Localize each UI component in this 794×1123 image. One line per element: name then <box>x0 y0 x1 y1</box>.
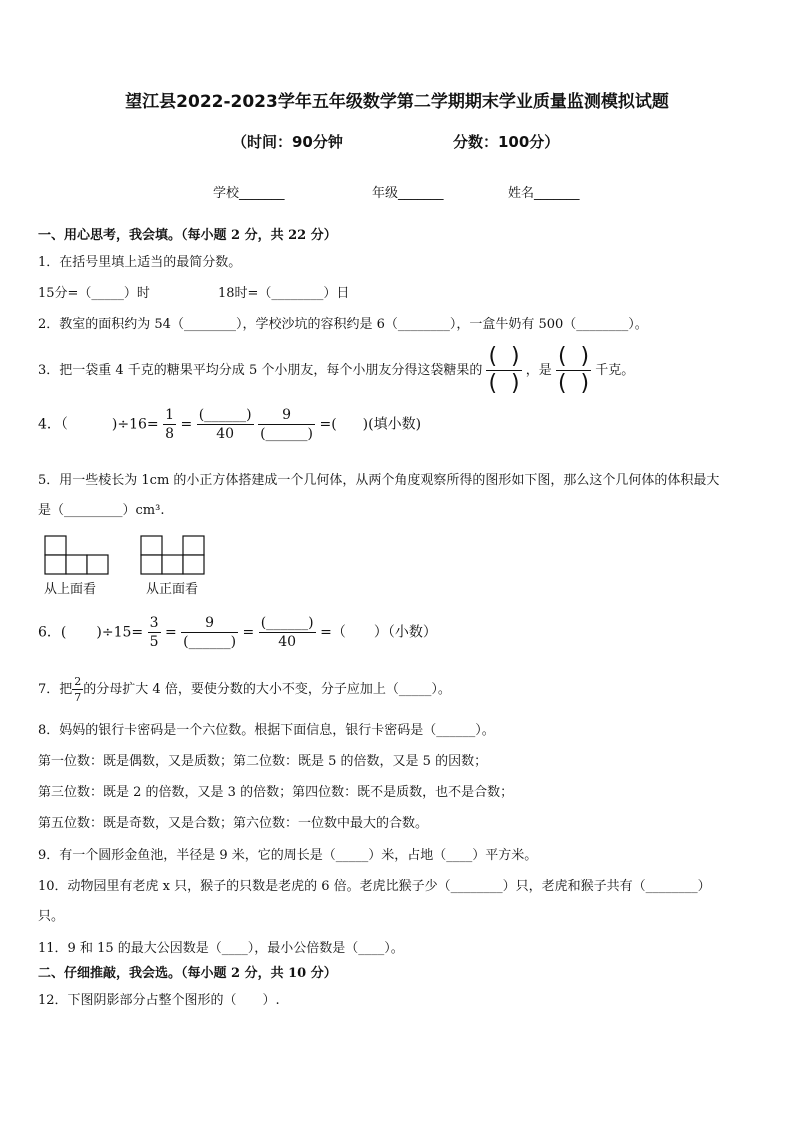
q4-post: )(填小数) <box>362 416 422 433</box>
q6-equals-1: = <box>164 624 177 641</box>
q4-part-1: )÷16= <box>111 416 159 433</box>
q6-part-1: )÷15= <box>96 624 144 641</box>
q4-equals: = <box>180 416 193 433</box>
q3-fraction-2: $\frac{( )}{( )}$ <box>557 344 590 396</box>
top-view-figure <box>44 535 112 577</box>
section-2-heading: 二、仔细推敲，我会选。（每小题 2 分，共 10 分） <box>38 966 337 981</box>
grade-field: 年级_______ <box>372 186 444 201</box>
exam-score: 分数：100分） <box>453 133 560 151</box>
q1-part-b: 18时=（________）日 <box>218 286 350 301</box>
q3-pre: 3．把一袋重 4 千克的糖果平均分成 5 个小朋友，每个小朋友分得这袋糖果的 <box>38 363 483 378</box>
q7-fraction: $\frac{2}{7}$ <box>74 675 82 704</box>
q1-text: 1．在括号里填上适当的最简分数。 <box>38 255 242 270</box>
front-view-figure <box>140 535 208 577</box>
q3-fraction-1: $\frac{( )}{( )}$ <box>488 344 520 396</box>
name-field: 姓名_______ <box>508 186 580 201</box>
q3-line <box>38 346 634 395</box>
q4-line <box>38 408 421 441</box>
q8-clue-1: 第一位数：既是偶数，又是质数；第二位数：既是 5 的倍数，又是 5 的因数； <box>38 754 488 769</box>
q6-fraction-3: $\frac{(\_\_\_\_\_\_)}{40}$ <box>260 615 314 650</box>
exam-time: （时间：90分钟 <box>232 133 343 151</box>
q4-fraction-1: $\frac{1}{8}$ <box>165 407 175 442</box>
q4-fraction-3: $\frac{9}{(\_\_\_\_\_\_)}$ <box>260 407 314 442</box>
q3-mid: ，是 <box>525 363 552 378</box>
q11-text: 11．9 和 15 的最大公因数是（____），最小公倍数是（____）。 <box>38 941 404 956</box>
q12-text: 12．下图阴影部分占整个图形的（ ）. <box>38 993 280 1008</box>
q7-pre: 7．把 <box>38 682 73 697</box>
q7-line <box>38 676 451 703</box>
school-field: 学校_______ <box>213 186 285 201</box>
q6-pre: 6．( <box>38 624 67 641</box>
q4-fraction-2: $\frac{(\_\_\_\_\_\_)}{40}$ <box>198 407 252 442</box>
q5-line-1: 5．用一些棱长为 1cm 的小正方体搭建成一个几何体，从两个角度观察所得的图形如下图，那么这个几何体的体积最大 <box>38 473 720 488</box>
section-1-heading: 一、用心思考，我会填。（每小题 2 分，共 22 分） <box>38 228 337 243</box>
q8-clue-2: 第三位数：既是 2 的倍数，又是 3 的倍数；第四位数：既不是质数，也不是合数； <box>38 785 514 800</box>
q4-pre: 4．（ <box>38 416 68 433</box>
q8-clue-3: 第五位数：既是奇数，又是合数；第六位数：一位数中最大的合数。 <box>38 816 429 831</box>
q6-post: =（ ）（小数） <box>320 624 437 641</box>
q1-part-a: 15分=（_____）时 <box>38 286 150 301</box>
q2-text: 2．教室的面积约为 54（________），学校沙坑的容积约是 6（________），一盒牛奶有 500（________）。 <box>38 317 648 332</box>
q7-post: 的分母扩大 4 倍，要使分数的大小不变，分子应加上（_____）。 <box>83 682 451 697</box>
front-view-label: 从正面看 <box>146 582 199 597</box>
q10-line-1: 10．动物园里有老虎 x 只，猴子的只数是老虎的 6 倍。老虎比猴子少（________）只，老虎和猴子共有（________） <box>38 879 711 894</box>
q9-text: 9．有一个圆形金鱼池，半径是 9 米，它的周长是（_____）米，占地（____）平方米。 <box>38 848 538 863</box>
exam-title: 望江县2022-2023学年五年级数学第二学期期末学业质量监测模拟试题 <box>125 92 669 112</box>
q3-post: 千克。 <box>595 363 635 378</box>
q4-part-2: =( <box>319 416 337 433</box>
q6-equals-2: = <box>242 624 255 641</box>
q10-line-2: 只。 <box>38 909 65 924</box>
top-view-label: 从上面看 <box>44 582 97 597</box>
q5-line-2: 是（_________）cm³. <box>38 503 165 518</box>
q6-line <box>38 616 437 649</box>
q8-text: 8．妈妈的银行卡密码是一个六位数。根据下面信息，银行卡密码是（______）。 <box>38 723 495 738</box>
q6-fraction-2: $\frac{9}{(\_\_\_\_\_\_)}$ <box>183 615 237 650</box>
q6-fraction-1: $\frac{3}{5}$ <box>149 615 159 650</box>
